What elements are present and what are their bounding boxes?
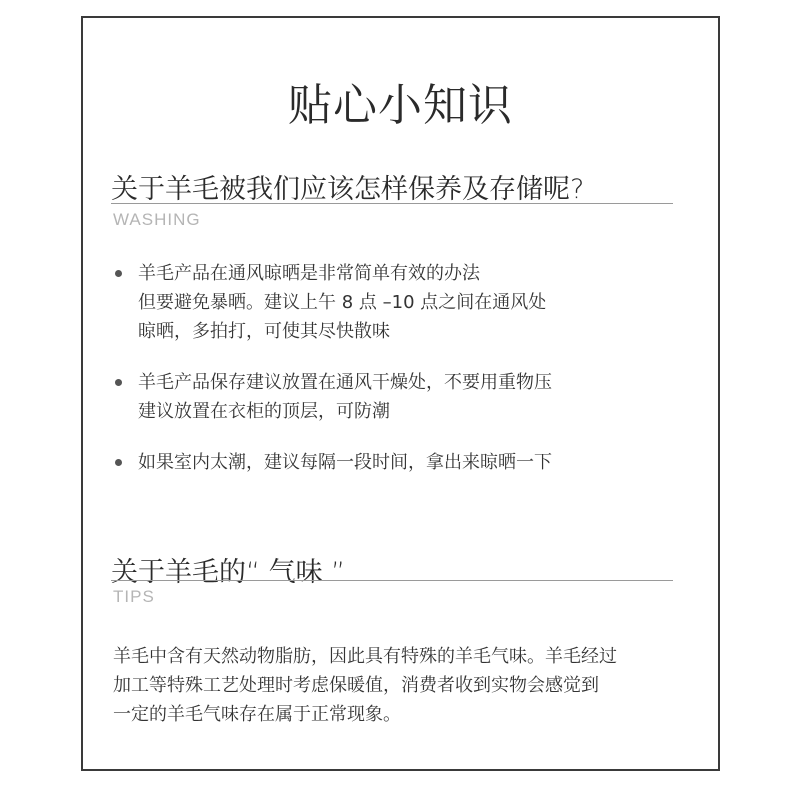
- section-subheading-tips: TIPS: [113, 587, 155, 606]
- section-heading-storage: 关于羊毛被我们应该怎样保养及存储呢?: [111, 174, 585, 205]
- list-item: [111, 368, 671, 426]
- list-item: [111, 448, 671, 477]
- paragraph-line: 一定的羊毛气味存在属于正常现象。: [113, 704, 401, 725]
- list-item-line: 羊毛产品保存建议放置在通风干燥处，不要用重物压: [138, 372, 552, 393]
- section-subheading-washing: WASHING: [113, 210, 201, 229]
- list-item-line: 如果室内太潮，建议每隔一段时间，拿出来晾晒一下: [138, 452, 552, 473]
- page-title: 贴心小知识: [288, 80, 513, 131]
- odor-explanation-paragraph: [113, 642, 678, 729]
- list-item-line: 羊毛产品在通风晾晒是非常简单有效的办法: [138, 263, 480, 284]
- list-item-line: 晾晒，多拍打，可使其尽快散味: [138, 321, 390, 342]
- list-item-line: 建议放置在衣柜的顶层，可防潮: [138, 401, 390, 422]
- section-divider-storage: [111, 203, 673, 204]
- bullet-icon: [115, 270, 122, 277]
- care-tips-list: [111, 259, 671, 477]
- bullet-icon: [115, 459, 122, 466]
- bullet-icon: [115, 379, 122, 386]
- list-item: [111, 259, 671, 346]
- list-item-line: 但要避免暴晒。建议上午 8 点 –10 点之间在通风处: [138, 292, 547, 313]
- content-frame: [81, 16, 720, 771]
- paragraph-line: 羊毛中含有天然动物脂肪，因此具有特殊的羊毛气味。羊毛经过: [113, 646, 617, 667]
- section-heading-odor: 关于羊毛的“ 气味 ”: [111, 557, 346, 588]
- section-divider-odor: [111, 580, 673, 581]
- paragraph-line: 加工等特殊工艺处理时考虑保暖值，消费者收到实物会感觉到: [113, 675, 599, 696]
